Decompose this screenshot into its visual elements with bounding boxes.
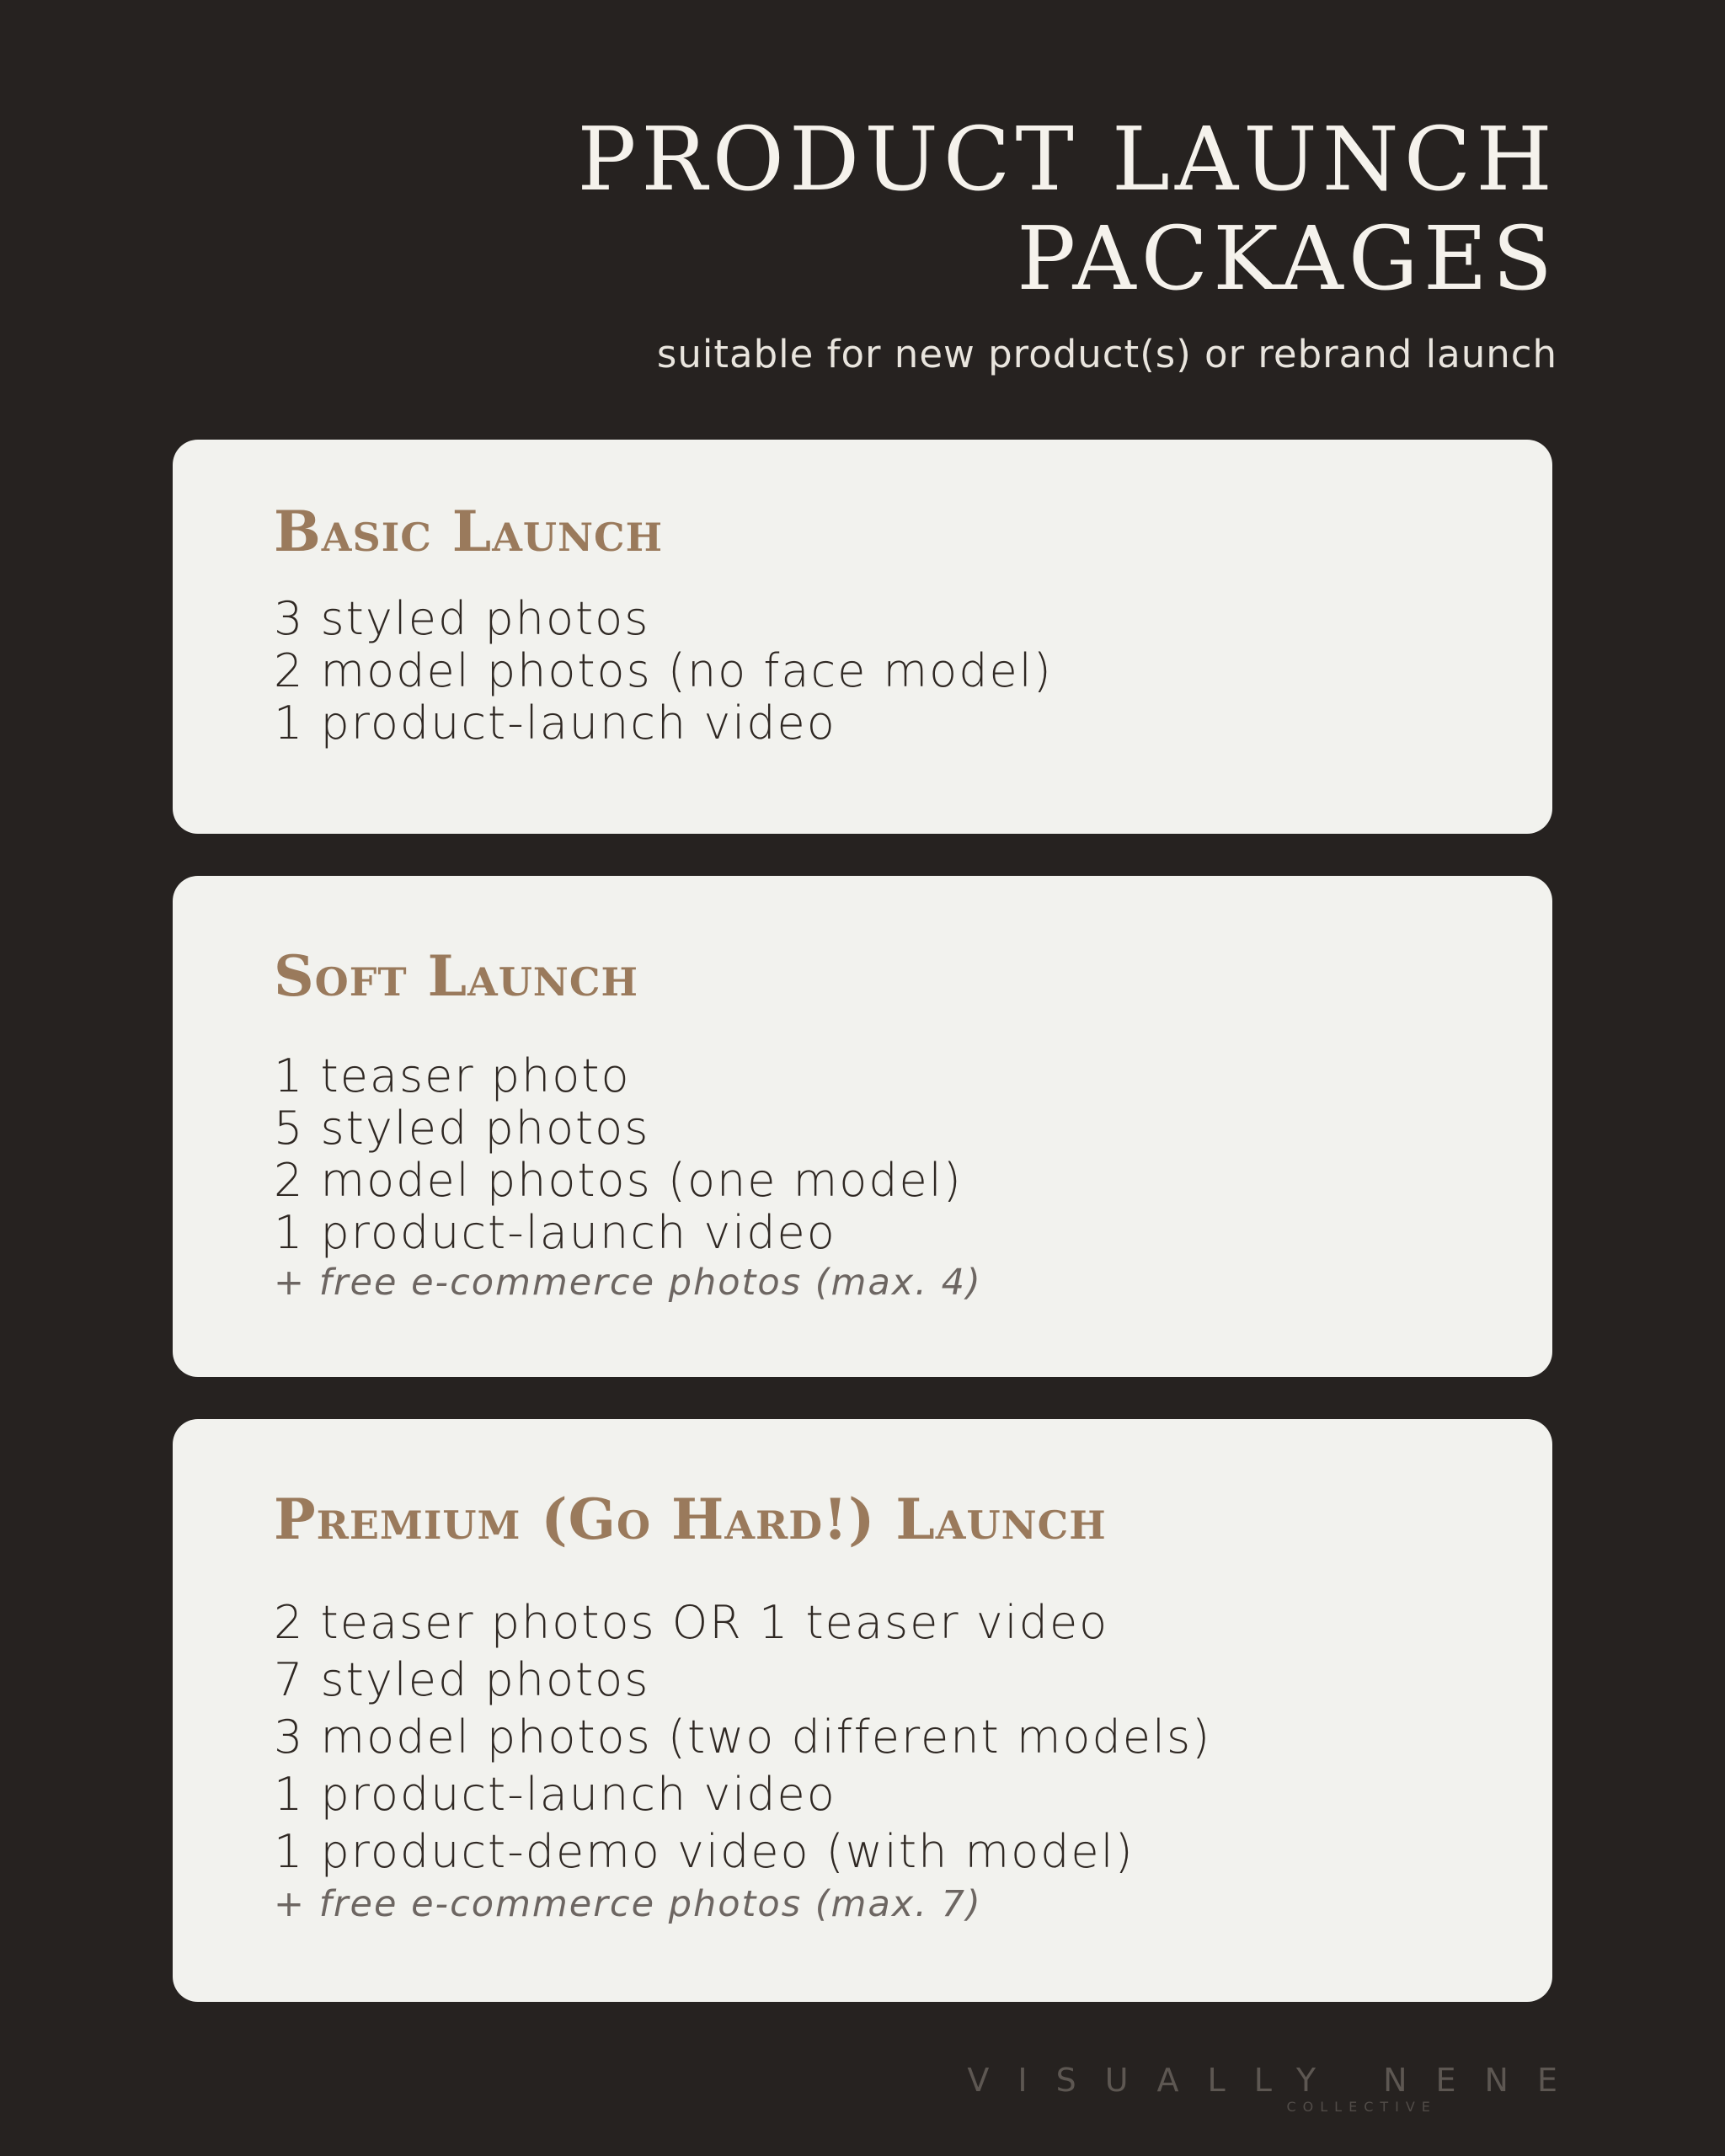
package-item: 2 teaser photos OR 1 teaser video	[274, 1596, 1109, 1649]
package-item: 1 product-launch video	[274, 1768, 836, 1821]
title-line-2: PACKAGES	[1017, 207, 1557, 310]
package-items	[274, 593, 1053, 750]
brand-subtitle: COLLECTIVE	[1286, 2099, 1437, 2115]
package-item: 1 product-launch video	[274, 1206, 836, 1259]
brand-logo	[967, 2062, 1586, 2116]
package-item: 3 styled photos	[274, 592, 650, 645]
package-item: 3 model photos (two different models)	[274, 1710, 1212, 1764]
page-title	[577, 109, 1557, 308]
package-item: 1 product-demo video (with model)	[274, 1825, 1135, 1878]
package-card-soft	[173, 876, 1552, 1377]
package-title: Premium (Go Hard!) Launch	[274, 1486, 1107, 1552]
package-title: Soft Launch	[274, 943, 638, 1009]
package-items	[274, 1594, 1211, 1928]
package-item: 7 styled photos	[274, 1653, 650, 1706]
title-line-1: PRODUCT LAUNCH	[577, 108, 1557, 211]
package-item: 2 model photos (no face model)	[274, 644, 1053, 697]
package-card-basic	[173, 440, 1552, 834]
package-item: 1 teaser photo	[274, 1049, 631, 1102]
page-subtitle: suitable for new product(s) or rebrand launch	[656, 332, 1557, 376]
package-item: 5 styled photos	[274, 1102, 650, 1155]
package-note: + free e-commerce photos (max. 4)	[274, 1262, 982, 1304]
package-card-premium	[173, 1419, 1552, 2002]
brand-name: VISUALLY NENE	[967, 2062, 1586, 2099]
package-item: 1 product-launch video	[274, 696, 836, 750]
package-title: Basic Launch	[274, 499, 664, 564]
header	[577, 109, 1557, 376]
package-item: 2 model photos (one model)	[274, 1154, 963, 1207]
package-note: + free e-commerce photos (max. 7)	[274, 1883, 982, 1925]
package-items	[274, 1050, 982, 1306]
